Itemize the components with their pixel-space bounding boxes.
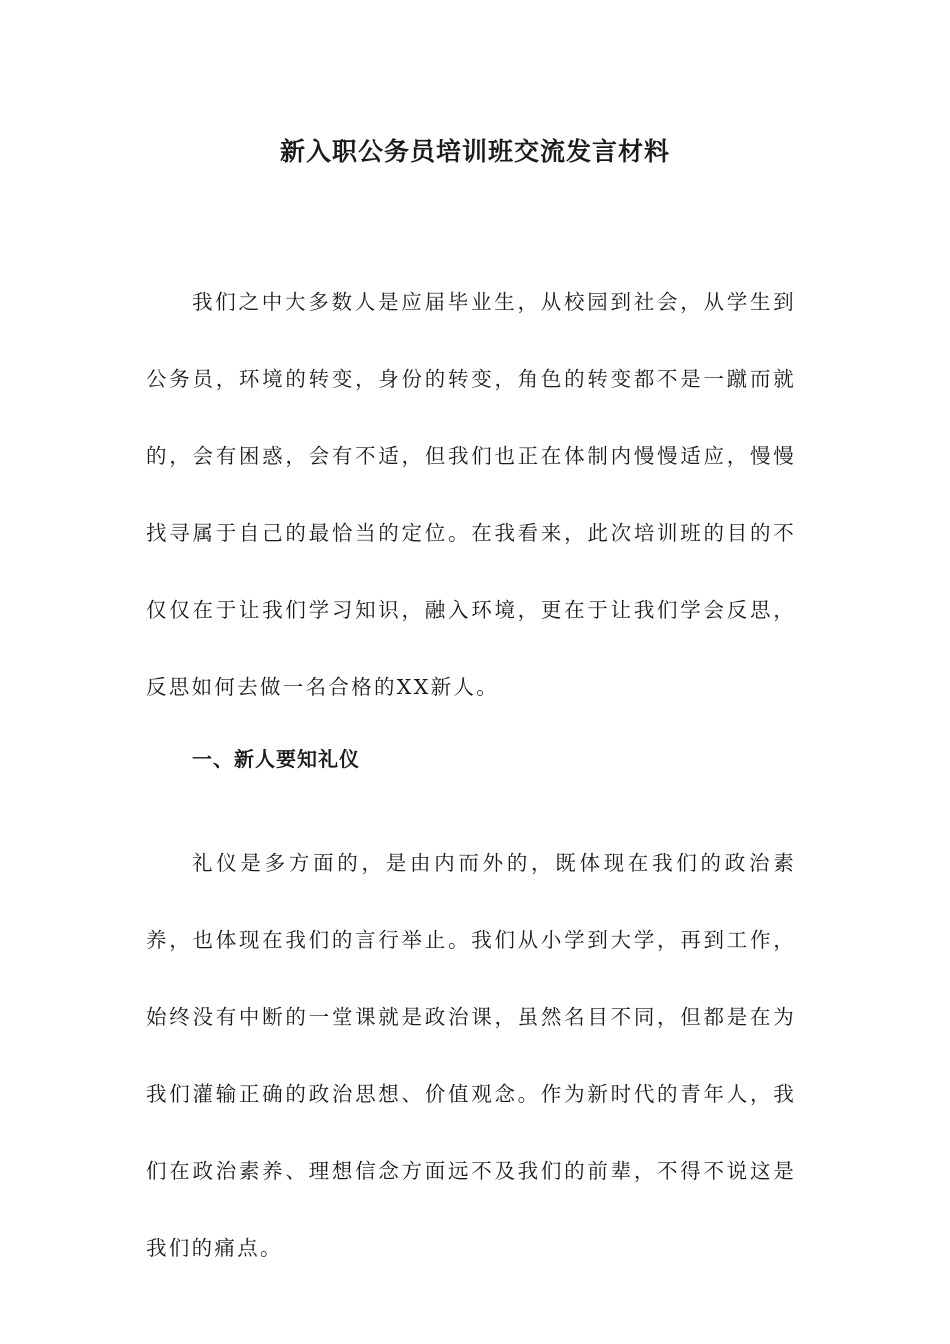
section-paragraph: 礼仪是多方面的，是由内而外的，既体现在我们的政治素养，也体现在我们的言行举止。我们从小学到大学，再到工作，始终没有中断的一堂课就是政治课，虽然名目不同，但都是在为我们灌输正确的政治思想、价值观念。作为新时代的青年人，我们在政治素养、理想信念方面远不及我们的前辈，不得不说这是我们的痛点。 xyxy=(146,851,796,1260)
section-heading: 一、新人要知礼仪 xyxy=(192,747,360,771)
intro-paragraph: 我们之中大多数人是应届毕业生，从校园到社会，从学生到公务员，环境的转变，身份的转变，角色的转变都不是一蹴而就的，会有困惑，会有不适，但我们也正在体制内慢慢适应，慢慢找寻属于自己的最恰当的定位。在我看来，此次培训班的目的不仅仅在于让我们学习知识，融入环境，更在于让我们学会反思，反思如何去做一名合格的XX新人。 xyxy=(146,290,796,699)
document-title: 新入职公务员培训班交流发言材料 xyxy=(279,137,670,166)
